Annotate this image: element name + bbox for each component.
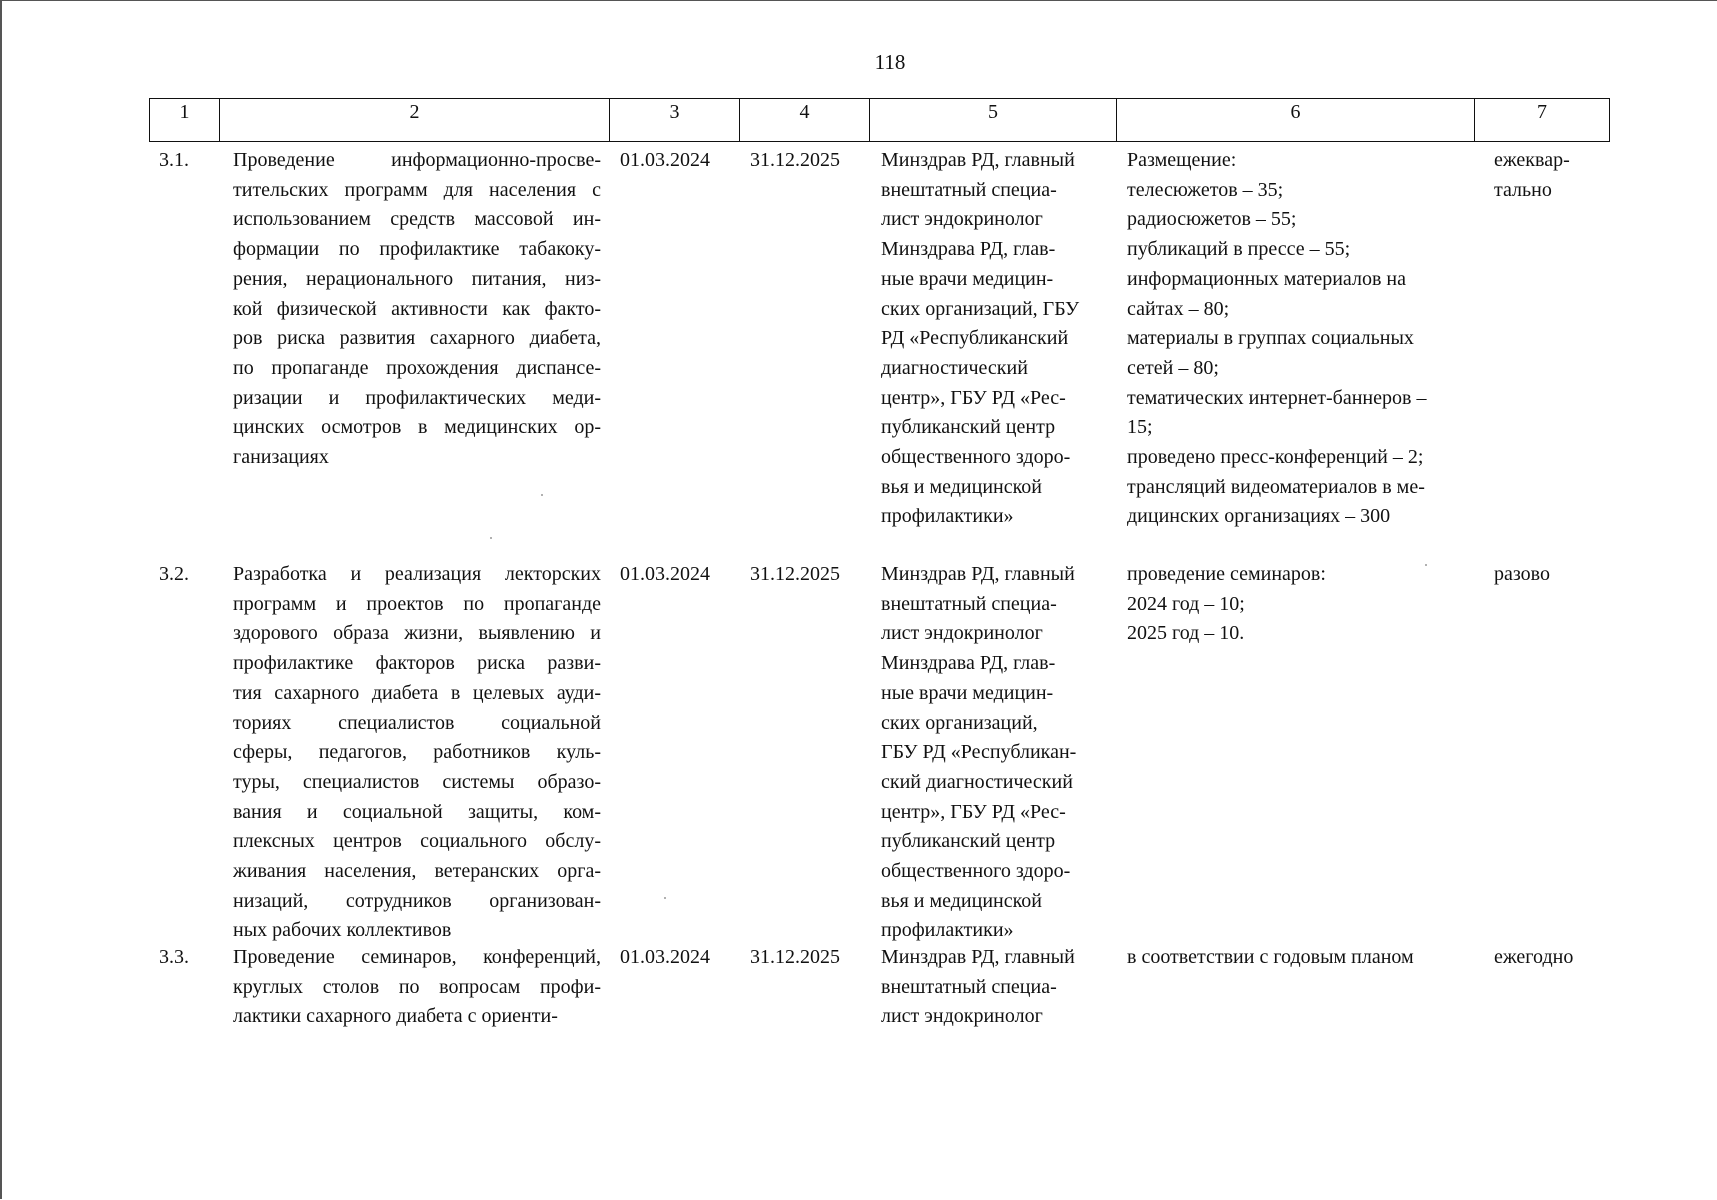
responsible-parties-line: ГБУ РД «Республикан-	[881, 741, 1077, 764]
activity-description-line: ных рабочих коллективов	[233, 919, 452, 942]
responsible-parties-line: общественного здоро-	[881, 446, 1071, 469]
activity-description	[233, 943, 601, 1032]
activity-description-line: круглых столов по вопросам профи-	[233, 975, 601, 998]
expected-result-line: материалы в группах социальных	[1127, 327, 1414, 350]
activity-description-line: цинских осмотров в медицинских ор-	[233, 416, 601, 439]
header-col-1: 1	[150, 99, 220, 142]
frequency-line: ежеквар-	[1494, 149, 1570, 171]
header-col-3: 3	[610, 99, 740, 142]
activity-description-line: кой физической активности как факто-	[233, 297, 601, 320]
responsible-parties-line: Минздрава РД, глав-	[881, 652, 1056, 675]
responsible-parties-line: ских организаций,	[881, 711, 1038, 734]
activity-description-line: Проведение семинаров, конференций,	[233, 946, 601, 968]
activity-description-line: тия сахарного диабета в целевых ауди-	[233, 681, 601, 704]
responsible-parties-line: публиканский центр	[881, 416, 1056, 439]
page-number: 118	[874, 50, 906, 74]
end-date	[750, 146, 860, 176]
start-date	[620, 560, 735, 590]
expected-result-line: радиосюжетов – 55;	[1127, 208, 1297, 231]
responsible-parties-line: РД «Республиканский	[881, 327, 1069, 350]
activity-description-line: сферы, педагогов, работников куль-	[233, 741, 601, 764]
expected-result-line: трансляций видеоматериалов в ме-	[1127, 475, 1425, 498]
responsible-parties	[881, 146, 1111, 532]
responsible-parties-line: Минздрав РД, главный	[881, 149, 1075, 171]
expected-result-line: 15;	[1127, 416, 1153, 439]
activity-description-line: профилактике факторов риска разви-	[233, 652, 601, 675]
responsible-parties-line: вья и медицинской	[881, 475, 1043, 498]
responsible-parties-line: вья и медицинской	[881, 889, 1043, 912]
end-date-line: 31.12.2025	[750, 563, 840, 585]
responsible-parties-line: ский диагностический	[881, 770, 1073, 793]
responsible-parties	[881, 943, 1111, 1032]
activity-description	[233, 146, 601, 473]
expected-result	[1127, 943, 1487, 973]
header-col-2: 2	[220, 99, 610, 142]
activity-description-line: программ и проектов по пропаганде	[233, 592, 601, 615]
scan-speck	[490, 537, 492, 539]
activity-description-line: ризации и профилактических меди-	[233, 386, 601, 409]
row-number-line: 3.1.	[159, 149, 189, 171]
responsible-parties-line: диагностический	[881, 356, 1028, 379]
activity-description-line: туры, специалистов системы образо-	[233, 770, 601, 793]
expected-result-line: тематических интернет-баннеров –	[1127, 386, 1427, 409]
start-date	[620, 943, 735, 973]
frequency-line: разово	[1494, 563, 1550, 585]
scan-speck	[1425, 564, 1427, 566]
row-number-line: 3.3.	[159, 946, 189, 968]
start-date-line: 01.03.2024	[620, 149, 710, 171]
activity-description-line: тительских программ для населения с	[233, 178, 601, 201]
activity-description-line: вания и социальной защиты, ком-	[233, 800, 601, 823]
header-col-4: 4	[740, 99, 870, 142]
expected-result-line: 2024 год – 10;	[1127, 592, 1245, 615]
row-number	[159, 146, 214, 176]
expected-result-line: информационных материалов на	[1127, 267, 1406, 290]
activity-description-line: ганизациях	[233, 446, 329, 469]
activity-description-line: живания населения, ветеранских орга-	[233, 860, 601, 883]
row-number-line: 3.2.	[159, 563, 189, 585]
frequency	[1494, 943, 1604, 973]
header-col-5: 5	[870, 99, 1117, 142]
expected-result	[1127, 560, 1487, 649]
activity-description-line: здорового образа жизни, выявлению и	[233, 622, 601, 645]
expected-result-line: 2025 год – 10.	[1127, 622, 1245, 645]
expected-result-line: проведено пресс-конференций – 2;	[1127, 446, 1424, 469]
start-date-line: 01.03.2024	[620, 563, 710, 585]
responsible-parties-line: центр», ГБУ РД «Рес-	[881, 800, 1066, 823]
responsible-parties-line: ских организаций, ГБУ	[881, 297, 1080, 320]
activity-description-line: плексных центров социального обслу-	[233, 830, 601, 853]
end-date	[750, 943, 860, 973]
row-number	[159, 560, 214, 590]
header-col-6: 6	[1117, 99, 1475, 142]
responsible-parties-line: публиканский центр	[881, 830, 1056, 853]
header-col-7: 7	[1475, 99, 1610, 142]
expected-result-line: в соответствии с годовым планом	[1127, 946, 1414, 968]
activity-description-line: лактики сахарного диабета с ориенти-	[233, 1005, 558, 1028]
header-row	[150, 99, 1610, 142]
responsible-parties	[881, 560, 1111, 946]
frequency	[1494, 560, 1604, 590]
activity-description-line: низаций, сотрудников организован-	[233, 889, 601, 912]
activity-description-line: формации по профилактике табакоку-	[233, 238, 601, 261]
expected-result-line: публикаций в прессе – 55;	[1127, 238, 1351, 261]
responsible-parties-line: ные врачи медицин-	[881, 681, 1054, 704]
responsible-parties-line: лист эндокринолог	[881, 1005, 1043, 1028]
responsible-parties-line: Минздрава РД, глав-	[881, 238, 1056, 261]
activity-description-line: использованием средств массовой ин-	[233, 208, 601, 231]
activity-description-line: ториях специалистов социальной	[233, 711, 601, 734]
expected-result-line: телесюжетов – 35;	[1127, 178, 1284, 201]
activity-description-line: рения, нерационального питания, низ-	[233, 267, 601, 290]
activity-description-line: Разработка и реализация лекторских	[233, 563, 601, 585]
responsible-parties-line: внештатный специа-	[881, 178, 1057, 201]
responsible-parties-line: лист эндокринолог	[881, 622, 1043, 645]
responsible-parties-line: общественного здоро-	[881, 860, 1071, 883]
scan-speck	[541, 494, 543, 496]
frequency	[1494, 146, 1604, 205]
expected-result	[1127, 146, 1487, 532]
start-date-line: 01.03.2024	[620, 946, 710, 968]
expected-result-line: Размещение:	[1127, 149, 1237, 171]
activity-description-line: ров риска развития сахарного диабета,	[233, 327, 601, 350]
frequency-line: тально	[1494, 178, 1552, 201]
expected-result-line: дицинских организациях – 300	[1127, 505, 1391, 528]
responsible-parties-line: профилактики»	[881, 919, 1014, 942]
end-date-line: 31.12.2025	[750, 946, 840, 968]
column-number-header	[149, 98, 1610, 142]
responsible-parties-line: Минздрав РД, главный	[881, 946, 1075, 968]
responsible-parties-line: центр», ГБУ РД «Рес-	[881, 386, 1066, 409]
frequency-line: ежегодно	[1494, 946, 1574, 968]
scan-speck	[664, 897, 666, 899]
responsible-parties-line: внештатный специа-	[881, 592, 1057, 615]
responsible-parties-line: лист эндокринолог	[881, 208, 1043, 231]
responsible-parties-line: ные врачи медицин-	[881, 267, 1054, 290]
end-date	[750, 560, 860, 590]
activity-description-line: по пропаганде прохождения диспансе-	[233, 356, 601, 379]
expected-result-line: сетей – 80;	[1127, 356, 1219, 379]
end-date-line: 31.12.2025	[750, 149, 840, 171]
row-number	[159, 943, 214, 973]
responsible-parties-line: внештатный специа-	[881, 975, 1057, 998]
expected-result-line: сайтах – 80;	[1127, 297, 1230, 320]
responsible-parties-line: профилактики»	[881, 505, 1014, 528]
activity-description-line: Проведение информационно-просве-	[233, 149, 601, 171]
expected-result-line: проведение семинаров:	[1127, 563, 1326, 585]
start-date	[620, 146, 735, 176]
responsible-parties-line: Минздрав РД, главный	[881, 563, 1075, 585]
activity-description	[233, 560, 601, 946]
